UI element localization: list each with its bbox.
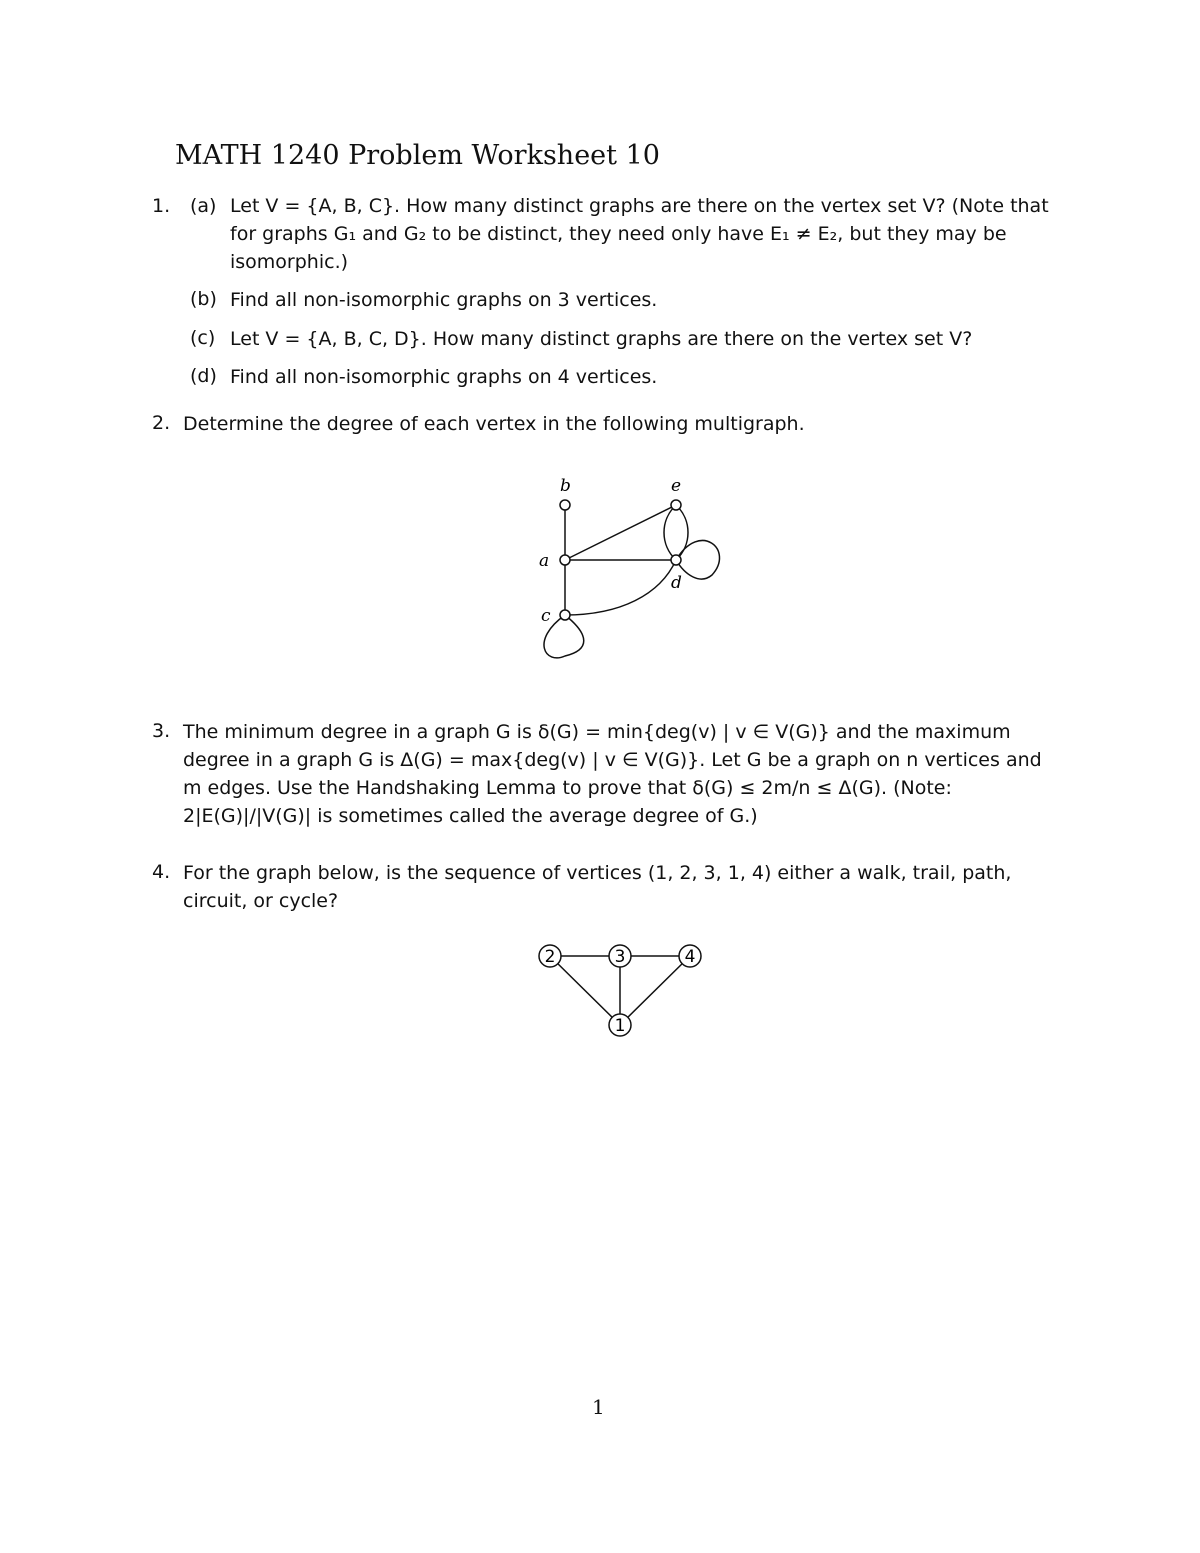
problem-4-number: 4.	[152, 861, 171, 883]
vertex-label-c: c	[541, 606, 551, 626]
vertex-label-b: b	[560, 476, 571, 496]
problem-1b-label: (b)	[190, 288, 217, 310]
vertex-label-3: 3	[614, 947, 626, 967]
edge-4-1	[620, 956, 690, 1025]
vertex-label-d: d	[671, 573, 682, 593]
vertex-c	[560, 610, 570, 620]
vertex-b	[560, 500, 570, 510]
problem-1a-label: (a)	[190, 195, 217, 217]
vertex-label-2: 2	[544, 947, 556, 967]
page-title: MATH 1240 Problem Worksheet 10	[175, 140, 660, 171]
problem-3-text: The minimum degree in a graph G is δ(G) = min{deg(v) | v ∈ V(G)} and the maximum degree in a graph G is Δ(G) = max{deg(v) | v ∈ V(G)}. Let G be a graph on n vertices and m edges. Use the Handshaking Lemma to prove that δ(G) ≤ 2m/n ≤ Δ(G). (Note: 2|E(G)|/|V(G)| is sometimes called the average degree of G.)	[183, 721, 1042, 827]
graph-4-diagram	[530, 935, 710, 1045]
vertex-label-4: 4	[684, 947, 696, 967]
vertex-label-1: 1	[614, 1016, 626, 1036]
edge-c-d	[565, 560, 676, 615]
problem-4-text: For the graph below, is the sequence of vertices (1, 2, 3, 1, 4) either a walk, trail, path, circuit, or cycle?	[183, 862, 1012, 912]
edge-e-d-1	[664, 505, 676, 560]
edge-2-1	[550, 956, 620, 1025]
vertex-label-a: a	[539, 551, 550, 571]
problem-1d-label: (d)	[190, 365, 217, 387]
problem-3-number: 3.	[152, 720, 171, 742]
problem-2-number: 2.	[152, 412, 171, 434]
multigraph-diagram	[520, 465, 740, 665]
vertex-label-e: e	[671, 476, 682, 496]
problem-1c-label: (c)	[190, 327, 216, 349]
loop-d	[676, 541, 720, 580]
vertex-a	[560, 555, 570, 565]
problem-1a-text: Let V = {A, B, C}. How many distinct graphs are there on the vertex set V? (Note that for graphs G₁ and G₂ to be distinct, they need only have E₁ ≠ E₂, but they may be isomorphic.)	[230, 195, 1049, 273]
page-number: 1	[592, 1395, 605, 1419]
problem-1d-text: Find all non-isomorphic graphs on 4 vertices.	[230, 366, 658, 388]
vertex-e	[671, 500, 681, 510]
problem-2-text: Determine the degree of each vertex in the following multigraph.	[183, 413, 805, 435]
problem-1c-text: Let V = {A, B, C, D}. How many distinct graphs are there on the vertex set V?	[230, 328, 973, 350]
problem-1b-text: Find all non-isomorphic graphs on 3 vertices.	[230, 289, 658, 311]
problem-1-number: 1.	[152, 195, 171, 217]
vertex-d	[671, 555, 681, 565]
edge-a-e	[565, 505, 676, 560]
